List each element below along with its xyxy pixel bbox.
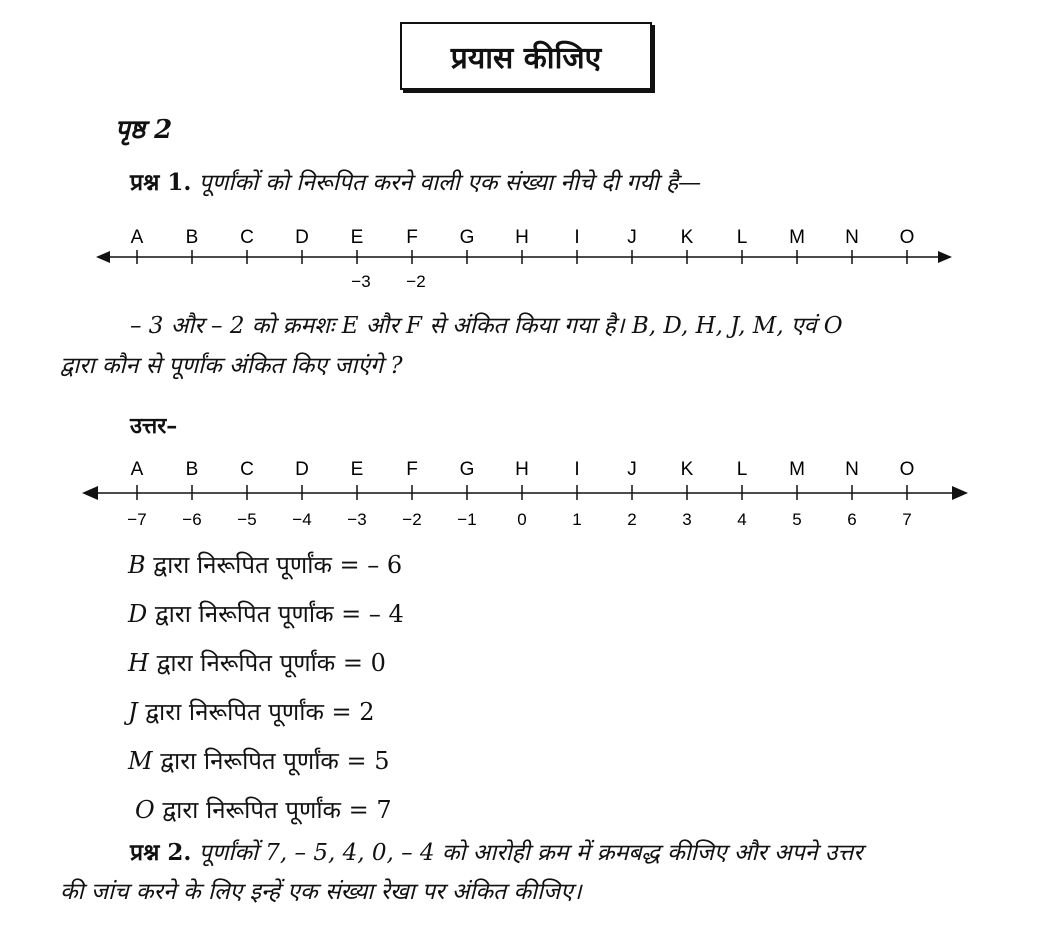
tick-value-C: −5 bbox=[237, 510, 257, 529]
tick-letter-D: D bbox=[295, 459, 309, 480]
tick-letter-K: K bbox=[680, 459, 694, 480]
tick-value-M: 5 bbox=[792, 510, 802, 529]
question-2-line2 bbox=[60, 878, 582, 908]
question-1 bbox=[130, 168, 701, 199]
left-arrow bbox=[82, 486, 98, 500]
tick-value-A: −7 bbox=[127, 510, 147, 529]
tick-value-E: −3 bbox=[347, 510, 367, 529]
question-1-label: प्रश्न 1. bbox=[130, 169, 192, 196]
answer-text: द्वारा निरूपित पूर्णांक = – 6 bbox=[145, 551, 403, 579]
tick-value-E: −3 bbox=[351, 272, 371, 291]
tick-value-N: 6 bbox=[847, 510, 857, 529]
answer-line bbox=[128, 548, 402, 581]
tick-letter-D: D bbox=[295, 227, 309, 248]
right-arrow bbox=[938, 251, 952, 263]
tick-letter-M: M bbox=[789, 227, 805, 248]
answer-text: द्वारा निरूपित पूर्णांक = 7 bbox=[154, 796, 392, 824]
number-line-answer bbox=[0, 455, 1046, 535]
question-1-body-line1: – 3 और – 2 को क्रमशः E और F से अंकित किया गया है। B, D, H, J, M, एवं O bbox=[130, 313, 843, 339]
question-2 bbox=[130, 838, 863, 869]
answer-line bbox=[135, 793, 392, 826]
tick-value-F: −2 bbox=[406, 272, 426, 291]
question-1-body-2 bbox=[60, 352, 403, 382]
left-arrow bbox=[96, 251, 110, 263]
tick-value-G: −1 bbox=[457, 510, 477, 529]
answer-text: द्वारा निरूपित पूर्णांक = 0 bbox=[148, 649, 386, 677]
tick-letter-F: F bbox=[406, 227, 418, 248]
question-1-body-line2: द्वारा कौन से पूर्णांक अंकित किए जाएंगे ? bbox=[60, 353, 403, 379]
right-arrow bbox=[952, 486, 968, 500]
question-2-text-line2: की जांच करने के लिए इन्हें एक संख्या रेखा पर अंकित कीजिए। bbox=[60, 879, 582, 905]
tick-value-J: 2 bbox=[627, 510, 637, 529]
tick-value-D: −4 bbox=[292, 510, 312, 529]
tick-letter-N: N bbox=[845, 227, 859, 248]
tick-letter-A: A bbox=[130, 227, 144, 248]
tick-letter-H: H bbox=[515, 459, 529, 480]
tick-letter-C: C bbox=[240, 459, 254, 480]
tick-value-F: −2 bbox=[402, 510, 422, 529]
answer-letter: O bbox=[135, 796, 155, 824]
question-1-body-1 bbox=[130, 312, 843, 342]
tick-letter-K: K bbox=[680, 227, 694, 248]
page-title bbox=[400, 22, 652, 90]
answer-line bbox=[128, 744, 390, 777]
tick-value-O: 7 bbox=[902, 510, 912, 529]
question-2-text: पूर्णांकों 7, – 5, 4, 0, – 4 को आरोही क्रम में क्रमबद्ध कीजिए और अपने उत्तर bbox=[198, 840, 863, 866]
tick-letter-N: N bbox=[845, 459, 859, 480]
answer-line bbox=[128, 646, 386, 679]
tick-letter-H: H bbox=[515, 227, 529, 248]
answer-label: उत्तर– bbox=[130, 413, 178, 439]
tick-letter-L: L bbox=[736, 227, 748, 248]
tick-letter-E: E bbox=[350, 459, 364, 480]
tick-value-H: 0 bbox=[517, 510, 527, 529]
page-label: पृष्ठ 2 bbox=[115, 115, 173, 145]
answer-letter: M bbox=[128, 747, 153, 775]
tick-letter-O: O bbox=[899, 227, 915, 248]
answer-line bbox=[128, 597, 404, 630]
page-title-text: प्रयास कीजिए bbox=[450, 40, 602, 76]
tick-letter-C: C bbox=[240, 227, 254, 248]
tick-letter-G: G bbox=[459, 459, 475, 480]
answer-letter: B bbox=[128, 551, 146, 579]
tick-value-I: 1 bbox=[572, 510, 582, 529]
question-1-text: पूर्णांकों को निरूपित करने वाली एक संख्या नीचे दी गयी है— bbox=[198, 170, 702, 196]
tick-letter-E: E bbox=[350, 227, 364, 248]
number-line-question bbox=[0, 215, 1046, 295]
tick-letter-O: O bbox=[899, 459, 915, 480]
tick-letter-J: J bbox=[627, 459, 637, 480]
tick-letter-L: L bbox=[736, 459, 748, 480]
tick-letter-I: I bbox=[574, 459, 580, 480]
tick-value-L: 4 bbox=[737, 510, 747, 529]
answer-line bbox=[128, 695, 375, 728]
answer-letter: J bbox=[128, 698, 138, 726]
tick-value-B: −6 bbox=[182, 510, 202, 529]
answer-text: द्वारा निरूपित पूर्णांक = 2 bbox=[137, 698, 375, 726]
tick-letter-G: G bbox=[459, 227, 475, 248]
tick-letter-B: B bbox=[185, 459, 199, 480]
tick-value-K: 3 bbox=[682, 510, 692, 529]
answer-letter: H bbox=[128, 649, 149, 677]
tick-letter-A: A bbox=[130, 459, 144, 480]
tick-letter-M: M bbox=[789, 459, 805, 480]
tick-letter-J: J bbox=[627, 227, 637, 248]
tick-letter-F: F bbox=[406, 459, 418, 480]
question-2-label: प्रश्न 2. bbox=[130, 839, 192, 866]
answer-text: द्वारा निरूपित पूर्णांक = – 4 bbox=[147, 600, 404, 628]
tick-letter-B: B bbox=[185, 227, 199, 248]
answer-letter: D bbox=[128, 600, 148, 628]
tick-letter-I: I bbox=[574, 227, 580, 248]
answer-text: द्वारा निरूपित पूर्णांक = 5 bbox=[152, 747, 390, 775]
